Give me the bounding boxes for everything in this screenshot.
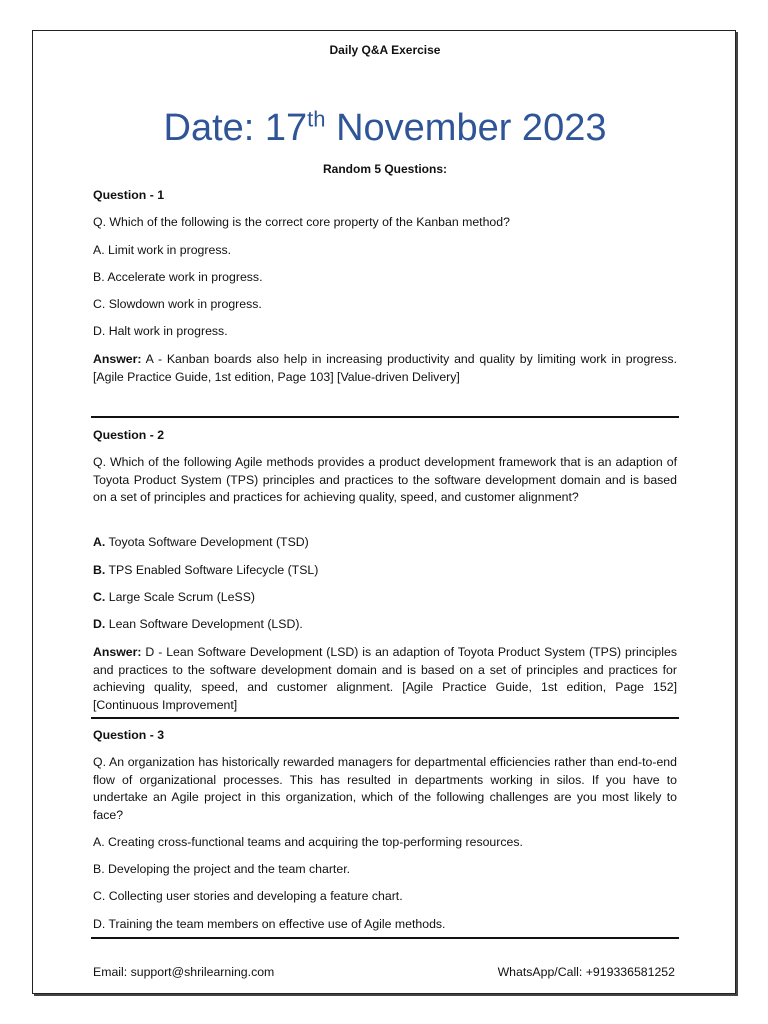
q2-option-a	[93, 534, 677, 551]
q3-question-text: Q. An organization has historically rewarded managers for departmental efficiencies rather than end-to-end flow of organizational processes. This has resulted in departments working in silos. If you have to undertake an Agile project in this organization, which of the following challenges are you most likely to face?	[93, 755, 677, 822]
date-suffix: November 2023	[325, 107, 607, 149]
q1-option-c: C. Slowdown work in progress.	[93, 297, 262, 311]
q2-question	[93, 454, 677, 507]
q2-option-b-letter: B.	[93, 563, 106, 577]
q2-option-a-text: Toyota Software Development (TSD)	[105, 535, 309, 549]
document-page	[32, 30, 736, 994]
q1-answer	[93, 351, 677, 386]
date-heading	[33, 107, 737, 150]
q3-heading: Question - 3	[93, 728, 165, 742]
q2-option-d-text: Lean Software Development (LSD).	[105, 617, 303, 631]
q1-option-b: B. Accelerate work in progress.	[93, 270, 263, 284]
header-title: Daily Q&A Exercise	[329, 43, 441, 57]
q1-answer-text: A - Kanban boards also help in increasing productivity and quality by limiting work in progress. [Agile Practice Guide, 1st edition, Page 103] [Value-driven Delivery]	[93, 352, 677, 384]
q2-answer	[93, 644, 677, 714]
q2-answer-text: D - Lean Software Development (LSD) is an adaption of Toyota Product System (TPS) principles and practices to the software development domain and is based on a set of principles and practices for achieving quality, speed, and customer alignment. [Agile Practice Guide, 1st edition, Page 152] [Continuous Improvement]	[93, 645, 677, 712]
q2-question-text: Q. Which of the following Agile methods provides a product development framework that is an adaption of Toyota Product System (TPS) principles and practices to the software development domain and is based on a set of principles and practices for achieving quality, speed, and customer alignment?	[93, 455, 677, 504]
q2-answer-label: Answer:	[93, 645, 142, 659]
q1-heading: Question - 1	[93, 188, 165, 202]
q2-option-c-letter: C.	[93, 590, 106, 604]
q2-option-b-text: TPS Enabled Software Lifecycle (TSL)	[105, 563, 319, 577]
q1-option-d: D. Halt work in progress.	[93, 324, 228, 338]
q2-option-c-text: Large Scale Scrum (LeSS)	[105, 590, 255, 604]
divider	[91, 717, 679, 719]
q3-question	[93, 754, 677, 824]
q2-heading: Question - 2	[93, 428, 165, 442]
q3-option-d: D. Training the team members on effective use of Agile methods.	[93, 917, 446, 931]
divider	[91, 416, 679, 418]
footer-email: Email: support@shrilearning.com	[93, 965, 275, 979]
q3-option-b: B. Developing the project and the team charter.	[93, 862, 351, 876]
q1-answer-label: Answer:	[93, 352, 142, 366]
q2-option-d-letter: D.	[93, 617, 106, 631]
divider	[91, 937, 679, 939]
q1-option-a: A. Limit work in progress.	[93, 243, 232, 257]
q1-question: Q. Which of the following is the correct core property of the Kanban method?	[93, 215, 510, 229]
q2-option-c	[93, 589, 677, 606]
subtitle: Random 5 Questions:	[322, 162, 447, 176]
q3-option-c: C. Collecting user stories and developing a feature chart.	[93, 889, 403, 903]
q2-option-b	[93, 562, 677, 579]
date-prefix: Date: 17	[163, 107, 308, 149]
footer-phone: WhatsApp/Call: +919336581252	[497, 965, 675, 979]
date-superscript: th	[307, 106, 326, 132]
q2-option-a-letter: A.	[93, 535, 106, 549]
q2-option-d	[93, 616, 677, 633]
q3-option-a: A. Creating cross-functional teams and acquiring the top-performing resources.	[93, 835, 523, 849]
